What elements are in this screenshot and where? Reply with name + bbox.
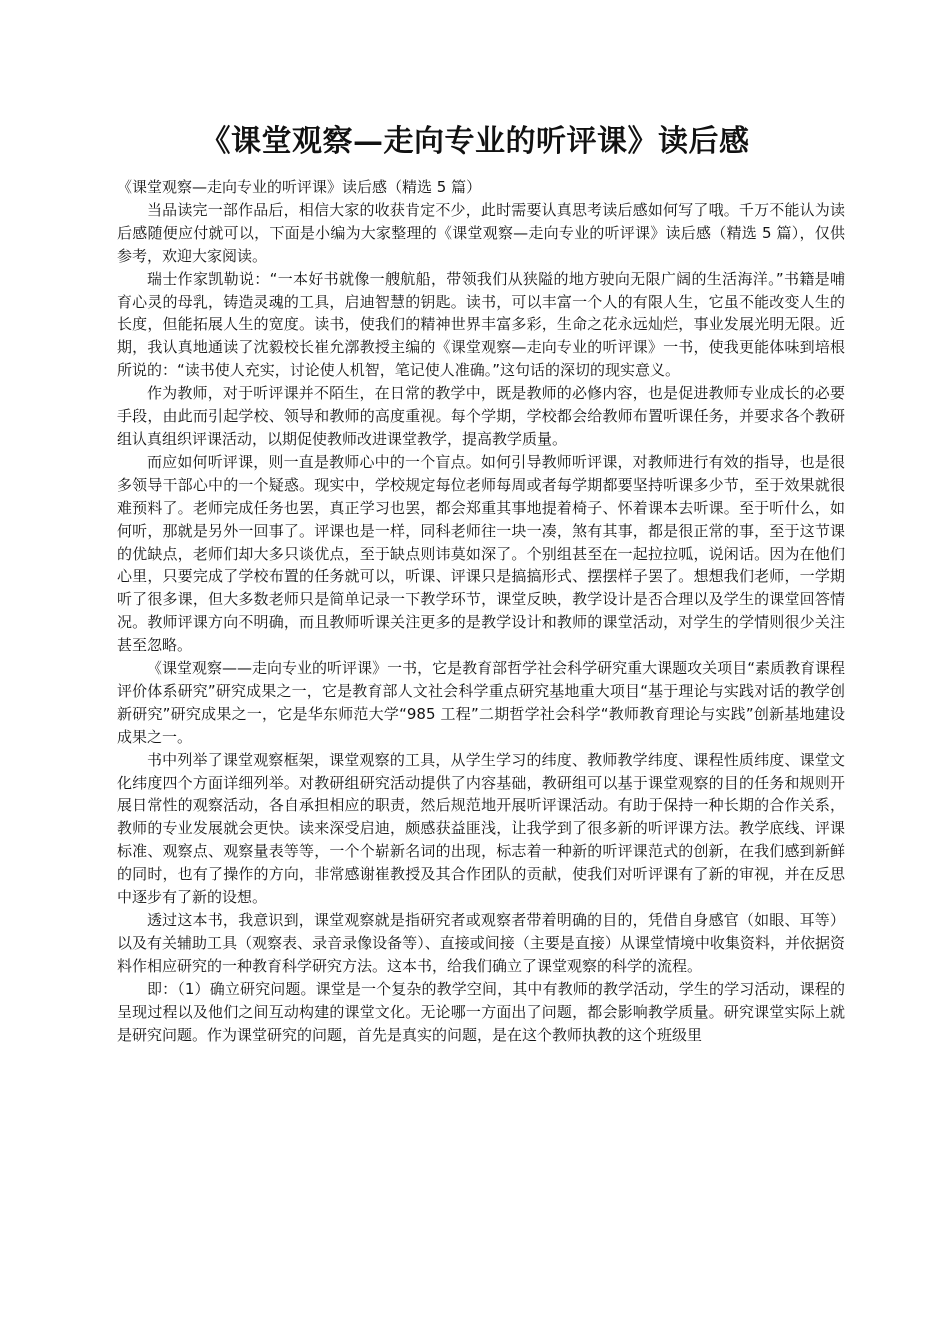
document-title: 《课堂观察—走向专业的听评课》读后感 bbox=[200, 124, 750, 160]
paragraph: 《课堂观察——走向专业的听评课》一书，它是教育部哲学社会科学研究重大课题攻关项目“素质教育课程评价体系研究”研究成果之一，它是教育部人文社会科学重点研究基地重大项目“基于理论与实践对话的教学创新研究”研究成果之一，它是华东师范大学“985 工程”二期哲学社会科学“教师教育理论与实践”创新基地建设成果之一。 bbox=[117, 659, 845, 746]
paragraph: 瑞士作家凯勒说：“一本好书就像一艘航船，带领我们从狭隘的地方驶向无限广阔的生活海洋。”书籍是哺育心灵的母乳，铸造灵魂的工具，启迪智慧的钥匙。读书，可以丰富一个人的有限人生，它虽不能改变人生的长度，但能拓展人生的宽度。读书，使我们的精神世界丰富多彩，生命之花永远灿烂，事业发展光明无限。近期，我认真地通读了沈毅校长崔允漷教授主编的《课堂观察—走向专业的听评课》一书，使我更能体味到培根所说的：“读书使人充实，讨论使人机智，笔记使人准确。”这句话的深切的现实意义。 bbox=[117, 269, 845, 380]
paragraph: 即：（1）确立研究问题。课堂是一个复杂的教学空间，其中有教师的教学活动，学生的学习活动，课程的呈现过程以及他们之间互动构建的课堂文化。无论哪一方面出了问题，都会影响教学质量。研究课堂实际上就是研究问题。作为课堂研究的问题，首先是真实的问题，是在这个教师执教的这个班级里 bbox=[117, 979, 845, 1044]
paragraph: 书中列举了课堂观察框架，课堂观察的工具，从学生学习的纬度、教师教学纬度、课程性质纬度、课堂文化纬度四个方面详细列举。对教研组研究活动提供了内容基础，教研组可以基于课堂观察的目的任务和规则开展日常性的观察活动，各自承担相应的职责，然后规范地开展听评课活动。有助于保持一种长期的合作关系，教师的专业发展就会更快。读来深受启迪，颇感获益匪浅，让我学到了很多新的听评课方法。教学底线、评课标准、观察点、观察量表等等，一个个崭新名词的出现，标志着一种新的听评课范式的创新，在我们感到新鲜的同时，也有了操作的方向，非常感谢崔教授及其合作团队的贡献，使我们对听评课有了新的审视，并在反思中逐步有了新的设想。 bbox=[117, 750, 845, 907]
paragraph: 作为教师，对于听评课并不陌生，在日常的教学中，既是教师的必修内容，也是促进教师专业成长的必要手段，由此而引起学校、领导和教师的高度重视。每个学期，学校都会给教师布置听课任务，并要求各个教研组认真组织评课活动，以期促使教师改进课堂教学，提高教学质量。 bbox=[117, 384, 845, 448]
document-subtitle: 《课堂观察—走向专业的听评课》读后感（精选 5 篇） bbox=[117, 178, 482, 196]
document-body bbox=[117, 176, 845, 1046]
paragraph: 而应如何听评课，则一直是教师心中的一个盲点。如何引导教师听评课，对教师进行有效的指导，也是很多领导干部心中的一个疑惑。现实中，学校规定每位老师每周或者每学期都要坚持听课多少节，至于效果就很难预料了。老师完成任务也罢，真正学习也罢，都会郑重其事地提着椅子、怀着课本去听课。至于听什么，如何听，那就是另外一回事了。评课也是一样，同科老师往一块一凑，煞有其事，都是很正常的事，至于这节课的优缺点，老师们却大多只谈优点，至于缺点则讳莫如深了。个别组甚至在一起拉拉呱，说闲话。因为在他们心里，只要完成了学校布置的任务就可以，听课、评课只是搞搞形式、摆摆样子罢了。想想我们老师，一学期听了很多课，但大多数老师只是简单记录一下教学环节，课堂反映，教学设计是否合理以及学生的课堂回答情况。教师评课方向不明确，而且教师听课关注更多的是教学设计和教师的课堂活动，对学生的学情则很少关注甚至忽略。 bbox=[117, 452, 845, 655]
paragraph: 透过这本书，我意识到，课堂观察就是指研究者或观察者带着明确的目的，凭借自身感官（如眼、耳等）以及有关辅助工具（观察表、录音录像设备等）、直接或间接（主要是直接）从课堂情境中收集资料，并依据资料作相应研究的一种教育科学研究方法。这本书，给我们确立了课堂观察的科学的流程。 bbox=[117, 911, 845, 975]
paragraph: 当品读完一部作品后，相信大家的收获肯定不少，此时需要认真思考读后感如何写了哦。千万不能认为读后感随便应付就可以，下面是小编为大家整理的《课堂观察—走向专业的听评课》读后感（精选 5 篇），仅供参考，欢迎大家阅读。 bbox=[117, 200, 845, 265]
